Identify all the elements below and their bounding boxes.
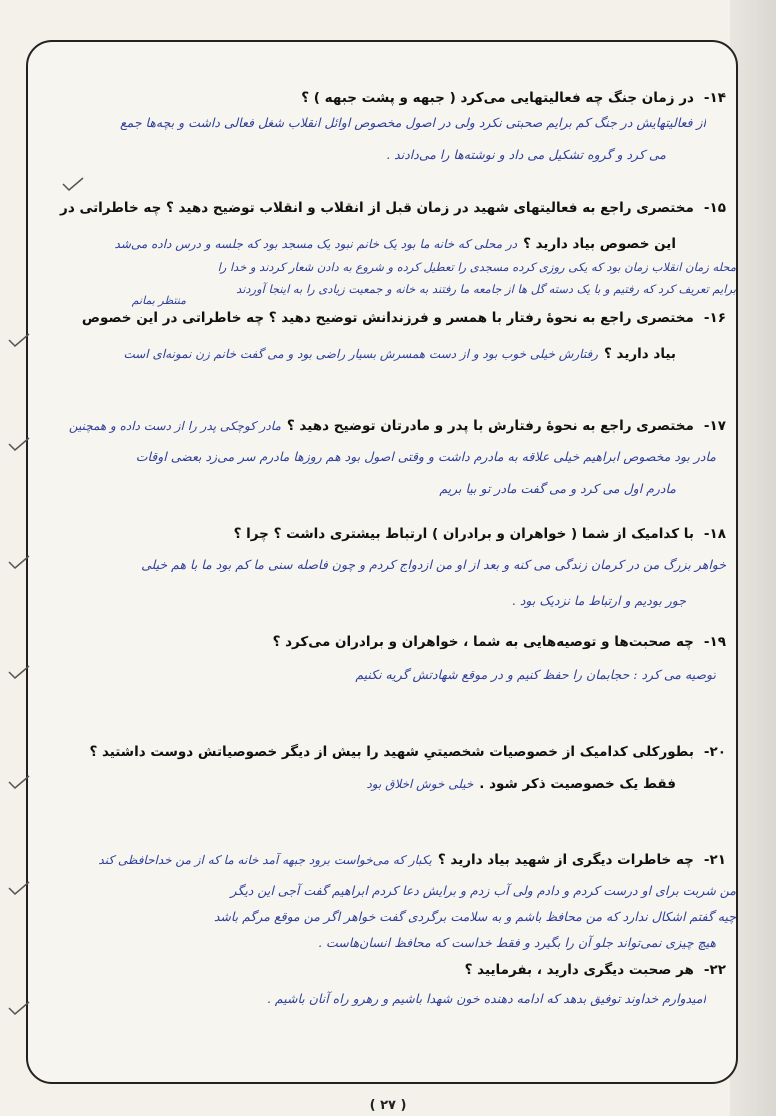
answer-17-line-1: مادر بود مخصوص ابراهیم خیلی علاقه به مادرم داشت و وقتی اصول بود هم روزها مادرم سر می‌زد بعضی اوقات	[135, 449, 716, 464]
check-mark-icon	[8, 1000, 30, 1014]
answer-18-line-1: خواهر بزرگ من در کرمان زندگی می کنه و بعد از او من ازدواج کردم و چون فاصله سنی ما کم بود ما با هم خیلی	[141, 557, 726, 572]
question-number: ۱۶-	[703, 310, 726, 326]
question-22	[465, 962, 726, 978]
question-text: بطورکلی کدامیک از خصوصیات شخصیتیِ شهید را بیش از دیگر خصوصیاتش دوست داشتید ؟	[89, 744, 694, 760]
answer-21-inline: یکبار که می‌خواست برود جبهه آمد خانه ما که از من خداحافظی کند	[98, 853, 432, 867]
question-number: ۱۴-	[703, 90, 726, 106]
question-17	[69, 418, 726, 434]
answer-15-line-1: محله زمان انقلاب زمان بود که یکی روزی کرده مسجدی را تعطیل کرده و شروع به دادن شعار کردند و خدا را	[217, 260, 736, 274]
answer-14-line-2: می کرد و گروه تشکیل می داد و نوشته‌ها را می‌دادند .	[386, 147, 666, 162]
question-20	[89, 744, 726, 760]
question-text: هر صحبت دیگری دارید ، بفرمایید ؟	[464, 962, 694, 978]
check-mark-icon	[62, 176, 84, 190]
answer-16-inline: رفتارش خیلی خوب بود و از دست همسرش بسیار راضی بود و می گفت خانم زن نمونه‌ای است	[123, 347, 598, 361]
check-mark-icon	[8, 774, 30, 788]
question-text: چه خاطرات دیگری از شهید بیاد دارید ؟	[437, 852, 694, 868]
question-number: ۲۲-	[703, 962, 726, 978]
answer-21-line-3: هیچ چیزی نمی‌تواند جلو آن را بگیرد و فقط خداست که محافظ انسان‌هاست .	[318, 935, 716, 950]
question-21	[98, 852, 726, 868]
question-text: مختصری راجع به نحوهٔ رفتار با همسر و فرزندانش توضیح دهید ؟ چه خاطراتی در این خصوص	[81, 310, 694, 326]
answer-15-line-3: منتظر بمانم	[131, 294, 186, 307]
question-14	[301, 90, 726, 106]
check-mark-icon	[8, 554, 30, 568]
question-number: ۱۷-	[703, 418, 726, 434]
question-number: ۱۵-	[703, 200, 726, 216]
answer-17-line-2: مادرم اول می کرد و می گفت مادر تو بیا بریم	[439, 481, 676, 496]
question-text-cont: این خصوص بیاد دارید ؟	[523, 236, 676, 252]
check-mark-icon	[8, 436, 30, 450]
question-20-cont	[366, 776, 676, 792]
answer-21-line-1: من شربت برای او درست کردم و دادم ولی آب زدم و برایش دعا کردم ابراهیم گفت آجی این دیگر	[230, 883, 736, 898]
answer-20-inline: خیلی خوش اخلاق بود	[366, 777, 474, 791]
question-text: چه صحبت‌ها و توصیه‌هایی به شما ، خواهران و برادران می‌کرد ؟	[272, 634, 694, 650]
answer-18-line-2: جور بودیم و ارتباط ما نزدیک بود .	[511, 593, 686, 608]
question-16-cont	[123, 346, 676, 362]
answer-21-line-2: چیه گفتم اشکال ندارد که من محافظ باشم و به سلامت برگردی گفت خواهر اگر من موقع مرگم باشد	[213, 909, 736, 924]
question-number: ۱۹-	[703, 634, 726, 650]
question-19	[273, 634, 726, 650]
check-mark-icon	[8, 332, 30, 346]
question-number: ۲۱-	[703, 852, 726, 868]
question-number: ۱۸-	[703, 526, 726, 542]
question-number: ۲۰-	[703, 744, 726, 760]
question-16	[82, 310, 726, 326]
answer-19-line-1: توصیه می کرد : حجابمان را حفظ کنیم و در موقع شهادتش گریه نکنیم	[355, 667, 716, 682]
question-text: در زمان جنگ چه فعالیتهایی می‌کرد ( جبهه و پشت جبهه ) ؟	[301, 90, 694, 106]
question-15-cont	[115, 236, 676, 252]
question-15	[60, 200, 726, 216]
check-mark-icon	[8, 880, 30, 894]
question-text: با کدامیک از شما ( خواهران و برادران ) ارتباط بیشتری داشت ؟ چرا ؟	[233, 526, 694, 542]
question-18	[234, 526, 726, 542]
question-text-cont: فقط یک خصوصیت ذکر شود .	[479, 776, 676, 792]
answer-17-inline: مادر کوچکی پدر را از دست داده و همچنین	[68, 419, 281, 433]
answer-15-line-2: برایم تعریف کرد که رفتیم و با یک دسته گل ها از جامعه ما رفتند به خانه و جمعیت زیادی را به اینجا آوردند	[236, 282, 736, 296]
question-text: مختصری راجع به نحوهٔ رفتارش با پدر و مادرتان توضیح دهید ؟	[286, 418, 694, 434]
page-number: ( ۲۷ )	[369, 1098, 407, 1113]
question-text-cont: بیاد دارید ؟	[603, 346, 676, 362]
answer-14-line-1: از فعالیتهایش در جنگ کم برایم صحبتی نکرد ولی در اصول مخصوص اوائل انقلاب شغل فعالی داشت و بچه‌ها جمع	[119, 115, 706, 130]
answer-15-inline: در محلی که خانه ما بود یک خانم نبود یک مسجد بود که جلسه و درس داده می‌شد	[114, 237, 518, 251]
answer-22-line-1: امیدوارم خداوند توفیق بدهد که ادامه دهنده خون شهدا باشیم و رهرو راه آنان باشیم .	[266, 991, 706, 1006]
check-mark-icon	[8, 664, 30, 678]
question-text: مختصری راجع به فعالیتهای شهید در زمان قبل از انقلاب و انقلاب توضیح دهید ؟ چه خاطراتی در	[60, 200, 694, 216]
